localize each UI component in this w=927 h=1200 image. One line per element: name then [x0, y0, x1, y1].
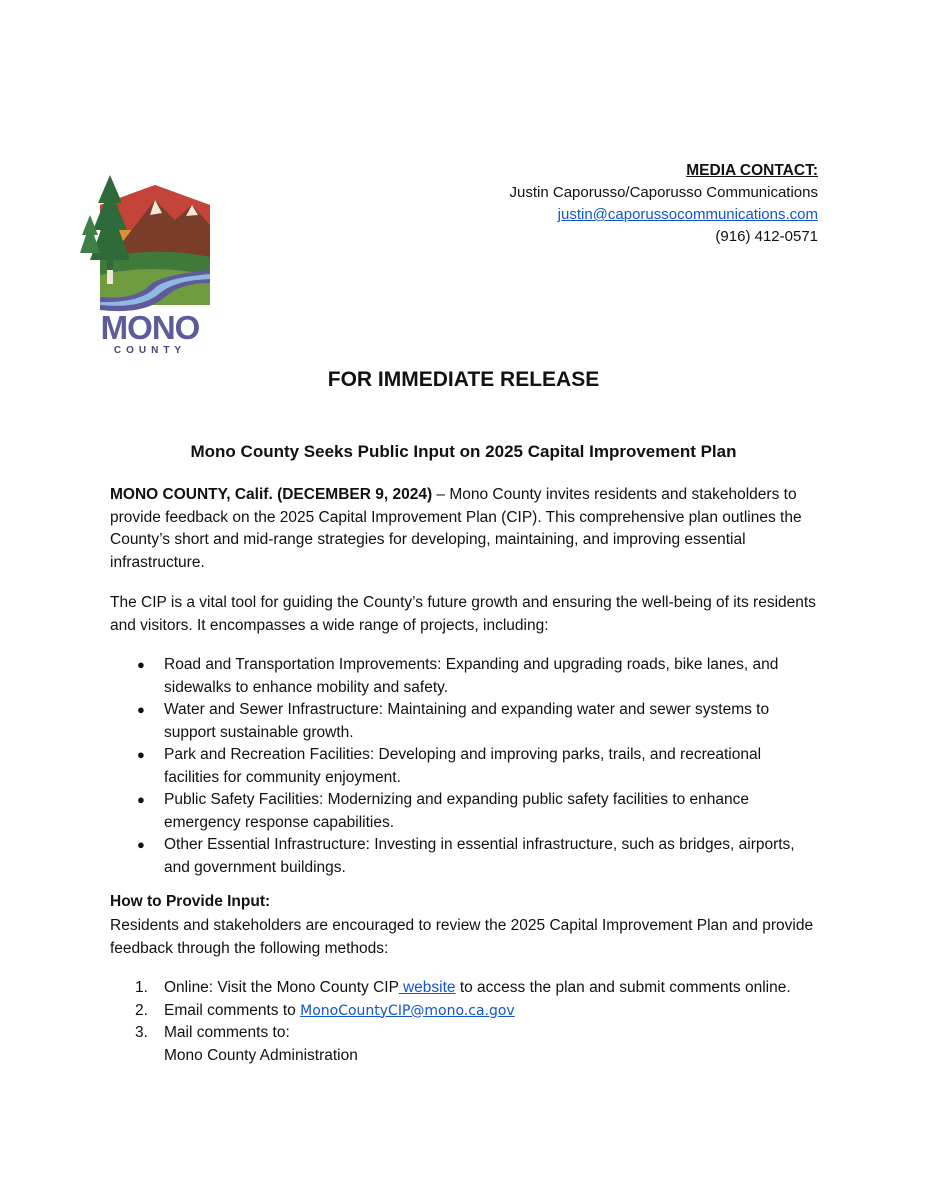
how-to-text: Residents and stakeholders are encouraged to review the 2025 Capital Improvement Plan and provide feedback through the following methods: [110, 917, 814, 957]
bullet-icon: ● [137, 657, 145, 672]
cip-website-link[interactable]: website [398, 979, 456, 996]
list-item: 1. Online: Visit the Mono County CIP website to access the plan and submit comments online. [135, 979, 791, 996]
media-contact [510, 160, 818, 248]
release-label: FOR IMMEDIATE RELEASE [327, 368, 600, 391]
logo-name: MONO [100, 309, 200, 346]
mono-county-logo [80, 175, 215, 360]
projects-list [110, 654, 820, 879]
media-contact-email-link[interactable]: justin@caporussocommunications.com [557, 206, 818, 223]
logo-landscape-icon [80, 175, 215, 315]
bullet-icon: ● [137, 702, 145, 717]
how-to-heading: How to Provide Input: [110, 893, 271, 910]
cip-email-link[interactable]: MonoCountyCIP@mono.ca.gov [300, 1002, 515, 1019]
input-methods-list [110, 977, 820, 1067]
list-item: ● Park and Recreation Facilities: Developing and improving parks, trails, and recreational facilities for community enjoyment. [137, 746, 762, 786]
list-item: ● Water and Sewer Infrastructure: Maintaining and expanding water and sewer systems to support sustainable growth. [137, 701, 770, 741]
media-contact-name: Justin Caporusso/Caporusso Communications [509, 184, 818, 201]
bullet-icon: ● [137, 792, 145, 807]
mail-address-line: Mono County Administration [164, 1046, 358, 1064]
intro-paragraph [110, 484, 820, 574]
media-contact-heading: MEDIA CONTACT: [686, 162, 818, 179]
headline: Mono County Seeks Public Input on 2025 Capital Improvement Plan [190, 442, 737, 461]
bullet-icon: ● [137, 837, 145, 852]
list-item: ● Road and Transportation Improvements: Expanding and upgrading roads, bike lanes, and sidewalks to enhance mobility and safety. [137, 656, 779, 696]
list-item: ● Public Safety Facilities: Modernizing and expanding public safety facilities to enhance emergency response capabilities. [137, 791, 750, 831]
cip-paragraph: The CIP is a vital tool for guiding the County’s future growth and ensuring the well-being of its residents and visitors. It encompasses a wide range of projects, including: [110, 594, 816, 634]
logo-subtitle: COUNTY [113, 345, 187, 356]
intro-text: – Mono County invites residents and stakeholders to provide feedback on the 2025 Capital Improvement Plan (CIP). This comprehensive plan outlines the County’s short and mid-range strategies for developing, maintaining, and improving essential infrastructure. [110, 486, 802, 571]
list-item: ● Other Essential Infrastructure: Investing in essential infrastructure, such as bridges, airports, and government buildings. [137, 836, 795, 876]
dateline: MONO COUNTY, Calif. (DECEMBER 9, 2024) [110, 486, 433, 503]
list-item: 3. Mail comments to: Mono County Administration [135, 1024, 358, 1064]
bullet-icon: ● [137, 747, 145, 762]
media-contact-phone: (916) 412-0571 [715, 228, 818, 245]
list-item: 2. Email comments to MonoCountyCIP@mono.ca.gov [135, 1001, 515, 1019]
